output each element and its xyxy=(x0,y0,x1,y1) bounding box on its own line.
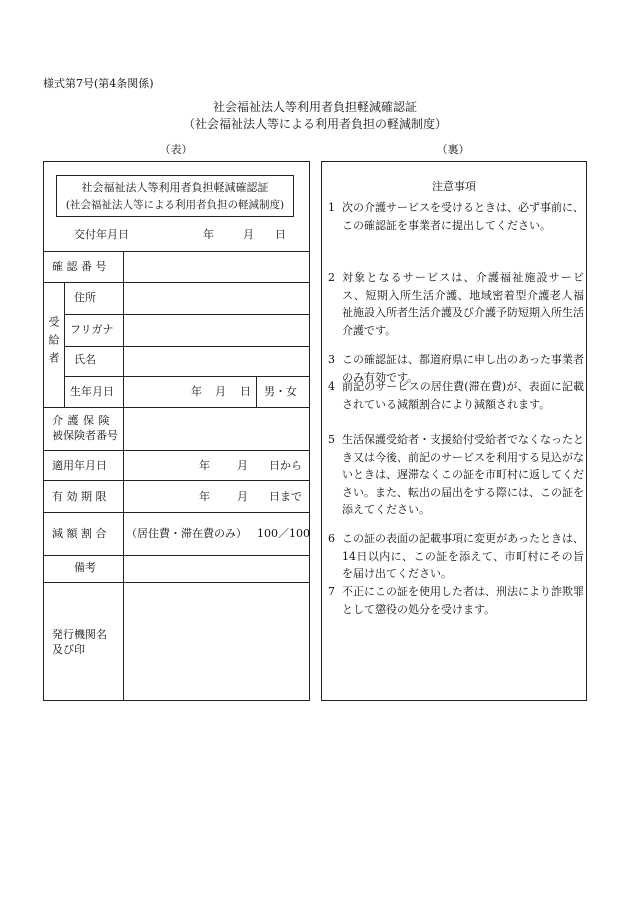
birth-date-label: 生年月日 xyxy=(70,385,114,398)
birth-day-unit: 日 xyxy=(240,385,251,398)
divider xyxy=(44,582,309,583)
page-title: 社会福祉法人等利用者負担軽減確認証 xyxy=(212,100,417,114)
page-subtitle: （社会福祉法人等による利用者負担の軽減制度） xyxy=(182,117,447,131)
divider xyxy=(44,407,309,408)
issuer-label-line1: 発行機関名 xyxy=(52,628,107,641)
note-item xyxy=(328,199,584,234)
note-number: 3 xyxy=(328,353,335,366)
issue-year-unit: 年 xyxy=(203,228,214,241)
note-item xyxy=(328,530,584,583)
note-number: 2 xyxy=(328,271,335,284)
reduction-detail: （居住費・滞在費のみ） xyxy=(126,527,247,540)
note-text: 不正にこの証を使用した者は、刑法により詐欺罪として懲役の処分を受けます。 xyxy=(342,585,584,616)
reduction-rate-label: 減 額 割 合 xyxy=(52,527,107,540)
note-number: 7 xyxy=(328,585,335,598)
valid-month-unit: 月 xyxy=(237,490,248,503)
applicable-month-unit: 月 xyxy=(237,459,248,472)
divider xyxy=(64,376,309,377)
front-side-label: （表） xyxy=(159,143,193,156)
insured-number-label-line2: 被保険者番号 xyxy=(52,429,118,442)
note-text: 生活保護受給者・支援給付受給者でなくなったとき又は今後、前記のサービスを利用する見込がないときは、遅滞なくこの証を市町村に返してください。また、転出の届出をする際には、この証を添えてください。 xyxy=(342,433,584,517)
divider xyxy=(44,450,309,451)
recipient-label: 受給者 xyxy=(47,316,60,370)
note-item xyxy=(328,378,584,413)
note-number: 5 xyxy=(328,433,335,446)
divider xyxy=(44,480,309,481)
back-side-label: （裏） xyxy=(436,143,470,156)
note-text: この確認証は、都道府県に申し出のあった事業者のみ有効です。 xyxy=(342,353,584,384)
gender-options: 男・女 xyxy=(264,385,297,398)
front-panel xyxy=(43,161,310,701)
issue-month-unit: 月 xyxy=(243,228,254,241)
divider xyxy=(64,346,309,347)
name-label: 氏名 xyxy=(74,353,96,366)
column-divider xyxy=(123,251,124,700)
birth-year-unit: 年 xyxy=(191,385,202,398)
back-panel xyxy=(321,161,587,701)
issue-day-unit: 日 xyxy=(275,228,286,241)
note-text: 次の介護サービスを受けるときは、必ず事前に、この確認証を事業者に提出してください。 xyxy=(342,201,584,232)
column-divider xyxy=(256,376,257,407)
note-item xyxy=(328,583,584,618)
note-number: 4 xyxy=(328,380,335,393)
note-text: 前記のサービスの居住費(滞在費)が、表面に記載されている減額割合により減額されます。 xyxy=(342,380,584,411)
note-number: 6 xyxy=(328,532,335,545)
remarks-label: 備考 xyxy=(74,561,96,574)
furigana-label: フリガナ xyxy=(70,323,114,336)
insured-number-label-line1: 介 護 保 険 xyxy=(52,414,110,427)
notes-title: 注意事項 xyxy=(432,180,476,193)
divider xyxy=(64,314,309,315)
issuer-label-line2: 及び印 xyxy=(52,643,85,656)
form-number-label: 様式第7号(第4条関係) xyxy=(43,77,154,90)
address-label: 住所 xyxy=(74,291,96,304)
column-divider xyxy=(64,282,65,407)
applicable-from-suffix: 日から xyxy=(269,459,302,472)
note-text: 対象となるサービスは、介護福祉施設サービス、短期入所生活介護、地域密着型介護老人福祉施設入所者生活介護及び介護予防短期入所生活介護です。 xyxy=(342,271,584,337)
reduction-value: 100／100 xyxy=(257,527,310,540)
certificate-subtitle: (社会福祉法人等による利用者負担の軽減制度) xyxy=(65,199,285,211)
applicable-date-label: 適用年月日 xyxy=(52,459,107,472)
issue-date-label: 交付年月日 xyxy=(74,228,129,241)
note-number: 1 xyxy=(328,201,335,214)
certificate-title: 社会福祉法人等利用者負担軽減確認証 xyxy=(81,181,269,194)
certificate-title-box xyxy=(56,175,294,217)
divider xyxy=(44,282,309,283)
valid-period-label: 有 効 期 限 xyxy=(52,490,107,503)
valid-year-unit: 年 xyxy=(199,490,210,503)
applicable-year-unit: 年 xyxy=(199,459,210,472)
note-item xyxy=(328,431,584,519)
divider xyxy=(44,512,309,513)
valid-until-suffix: 日まで xyxy=(269,490,302,503)
divider xyxy=(44,251,309,252)
divider xyxy=(44,555,309,556)
birth-month-unit: 月 xyxy=(215,385,226,398)
confirmation-number-label: 確 認 番 号 xyxy=(52,260,107,273)
note-item xyxy=(328,269,584,339)
note-text: この証の表面の記載事項に変更があったときは、14日以内に、この証を添えて、市町村にその旨を届け出てください。 xyxy=(342,532,584,581)
